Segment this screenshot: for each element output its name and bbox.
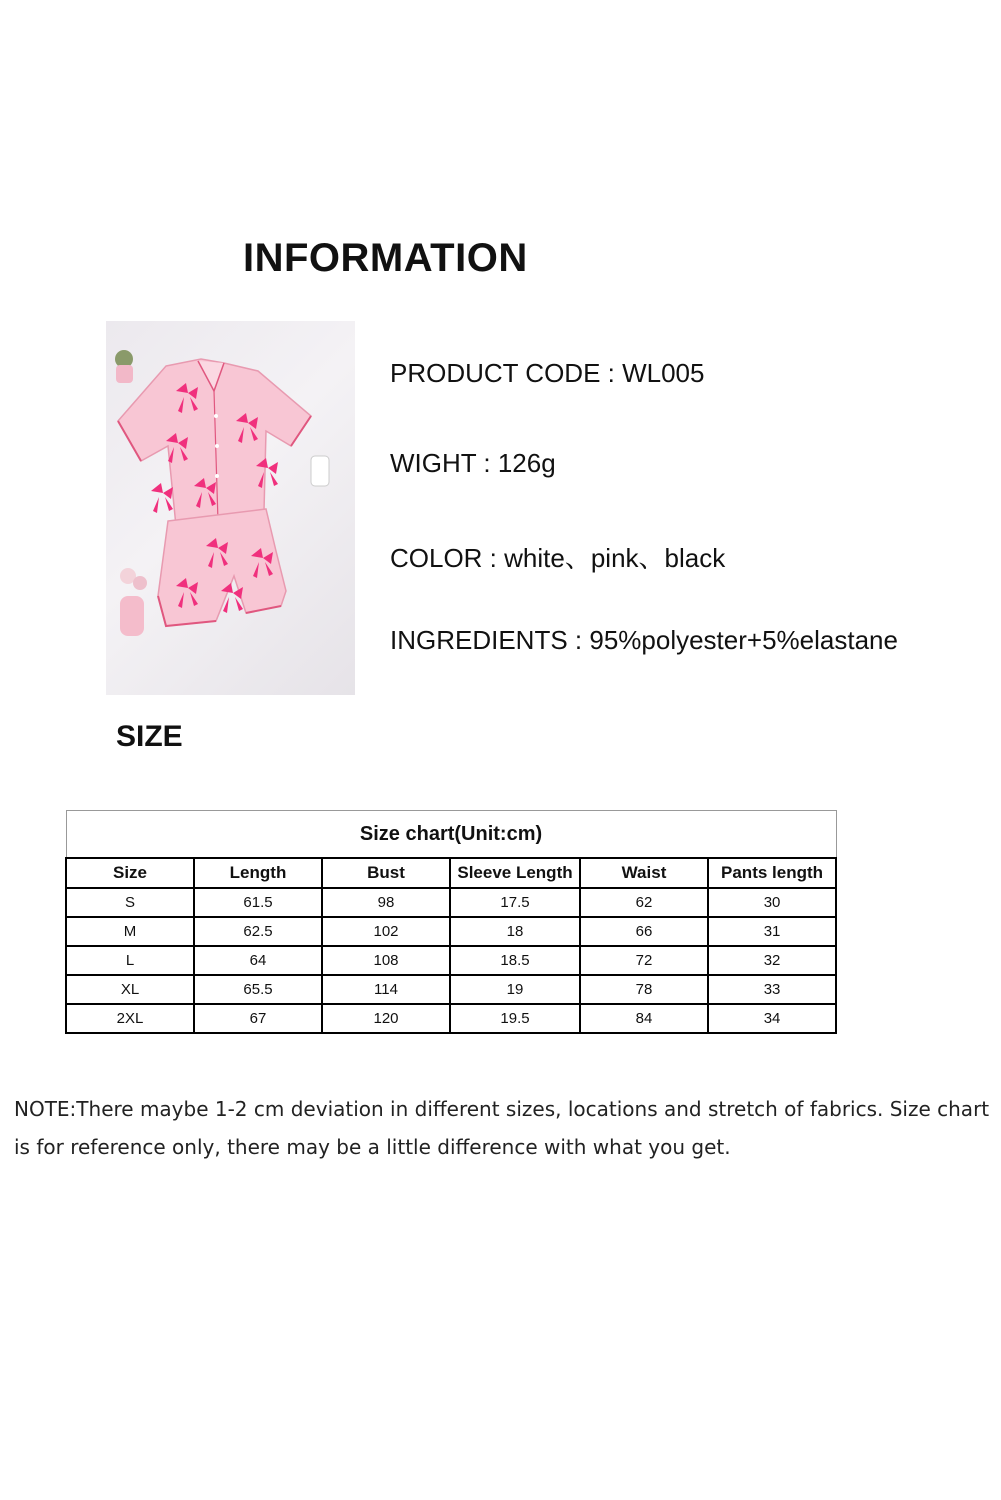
table-row <box>66 917 836 946</box>
table-cell: 64 <box>194 946 322 975</box>
column-header: Size <box>66 858 194 888</box>
table-cell: L <box>66 946 194 975</box>
column-header: Sleeve Length <box>450 858 580 888</box>
table-cell: 31 <box>708 917 836 946</box>
page-title: INFORMATION <box>243 236 528 280</box>
column-header: Waist <box>580 858 708 888</box>
table-cell: 61.5 <box>194 888 322 917</box>
ingredients: INGREDIENTS : 95%polyester+5%elastane <box>390 625 898 655</box>
table-cell: 108 <box>322 946 450 975</box>
table-cell: 78 <box>580 975 708 1004</box>
table-cell: 98 <box>322 888 450 917</box>
flower-vase-decoration <box>120 568 147 636</box>
table-row <box>66 888 836 917</box>
table-cell: 120 <box>322 1004 450 1033</box>
table-cell: 30 <box>708 888 836 917</box>
table-cell: 84 <box>580 1004 708 1033</box>
bottle-decoration <box>311 456 329 486</box>
pajama-shirt <box>118 359 311 526</box>
column-header: Length <box>194 858 322 888</box>
succulent-decoration <box>115 350 133 383</box>
size-chart-caption: Size chart(Unit:cm) <box>66 811 836 859</box>
table-cell: 66 <box>580 917 708 946</box>
table-cell: 102 <box>322 917 450 946</box>
product-code: PRODUCT CODE : WL005 <box>390 358 705 388</box>
table-cell: XL <box>66 975 194 1004</box>
table-cell: 2XL <box>66 1004 194 1033</box>
size-chart-header-row <box>66 858 836 888</box>
table-row <box>66 975 836 1004</box>
product-photo <box>106 321 355 695</box>
table-cell: 19 <box>450 975 580 1004</box>
size-heading: SIZE <box>116 720 183 753</box>
table-cell: 18 <box>450 917 580 946</box>
table-cell: 17.5 <box>450 888 580 917</box>
table-cell: 32 <box>708 946 836 975</box>
disclaimer-note: NOTE:There maybe 1-2 cm deviation in different sizes, locations and stretch of fabrics. Size chart is for reference only, there may be a little difference with what you get. <box>14 1097 990 1159</box>
column-header: Bust <box>322 858 450 888</box>
table-cell: 62 <box>580 888 708 917</box>
table-cell: M <box>66 917 194 946</box>
table-cell: 114 <box>322 975 450 1004</box>
table-cell: 33 <box>708 975 836 1004</box>
table-row <box>66 946 836 975</box>
pajama-set-illustration <box>106 321 355 695</box>
table-cell: 65.5 <box>194 975 322 1004</box>
color-options: COLOR : white、pink、black <box>390 543 726 573</box>
table-cell: 18.5 <box>450 946 580 975</box>
column-header: Pants length <box>708 858 836 888</box>
table-cell: 72 <box>580 946 708 975</box>
table-cell: 62.5 <box>194 917 322 946</box>
weight: WIGHT : 126g <box>390 448 556 478</box>
table-cell: 19.5 <box>450 1004 580 1033</box>
size-chart-table <box>65 810 837 1034</box>
table-cell: 67 <box>194 1004 322 1033</box>
table-row <box>66 1004 836 1033</box>
table-cell: 34 <box>708 1004 836 1033</box>
table-cell: S <box>66 888 194 917</box>
